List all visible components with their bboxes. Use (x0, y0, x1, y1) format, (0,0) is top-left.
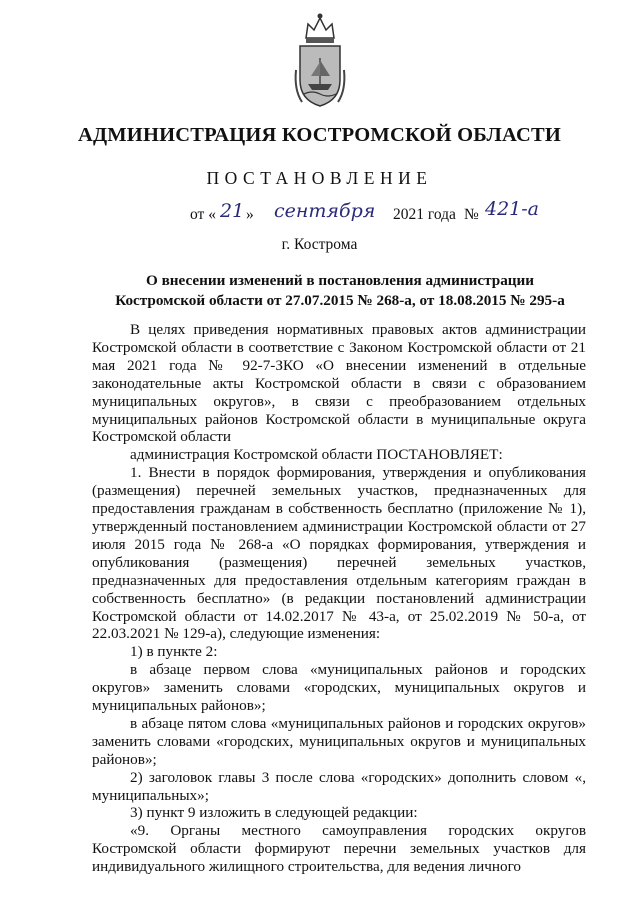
year-text: 2021 года (393, 206, 456, 223)
paragraph: в абзаце пятом слова «муниципальных районов и городских округов» заменить словами «городских, муниципальных округов и муниципальных районов»; (92, 714, 586, 768)
organization-title: АДМИНИСТРАЦИЯ КОСТРОМСКОЙ ОБЛАСТИ (77, 124, 562, 146)
handwritten-month: сентября (274, 200, 376, 222)
paragraph: 3) пункт 9 изложить в следующей редакции: (130, 804, 418, 822)
document-body (92, 321, 586, 876)
number-sign: № (464, 206, 479, 223)
subject-line-2: Костромской области от 27.07.2015 № 268-а, от 18.08.2015 № 295-а (115, 292, 565, 309)
paragraph: 1. Внести в порядок формирования, утверждения и опубликования (размещения) перечней земельных участков, предназначенных для предоставления гражданам в собственность бесплатно (приложение № 1), утвержденный постановлением администрации Костромской области от 27 июля 2015 года № 268-а «О порядках формирования, утверждения и опубликования (размещения) перечней земельных участков, предназначенных для предоставления отдельным категориям граждан в собственность бесплатно» (в редакции постановлений администрации Костромской области от 14.02.2017 № 43-а, от 25.02.2019 № 50-а, от 22.03.2021 № 129-а), следующие изменения: (92, 464, 586, 643)
handwritten-day: 21 (220, 200, 245, 222)
date-line (190, 200, 590, 230)
document-type: ПОСТАНОВЛЕНИЕ (206, 168, 433, 188)
paragraph: 1) в пункте 2: (130, 643, 218, 661)
paragraph: «9. Органы местного самоуправления городских округов Костромской области формируют перечни земельных участков для индивидуального жилищного строительства, для ведения личного (92, 822, 586, 876)
paragraph: администрация Костромской области ПОСТАНОВЛЯЕТ: (130, 446, 503, 464)
coat-of-arms-icon (290, 10, 350, 110)
document-subject (80, 271, 600, 311)
date-close-quote: » (246, 206, 254, 223)
paragraph: в абзаце первом слова «муниципальных районов и городских округов» заменить словами «городских, муниципальных округов и муниципальных районов»; (92, 661, 586, 715)
paragraph: 2) заголовок главы 3 после слова «городских» дополнить словом «, муниципальных»; (92, 768, 586, 804)
paragraph: В целях приведения нормативных правовых актов администрации Костромской области в соответствие с Законом Костромской области от 21 мая 2021 года № 92-7-ЗКО «О внесении изменений в отдельные законодательные акты Костромской области в связи с образованием муниципальных округов», в связи с преобразованием отдельных муниципальных районов Костромской области в муниципальные округа Костромской области (92, 321, 586, 446)
date-prefix: от « (190, 206, 216, 223)
handwritten-number: 421-а (485, 198, 540, 220)
city-name: г. Кострома (281, 236, 358, 253)
subject-line-1: О внесении изменений в постановления администрации (145, 272, 535, 289)
